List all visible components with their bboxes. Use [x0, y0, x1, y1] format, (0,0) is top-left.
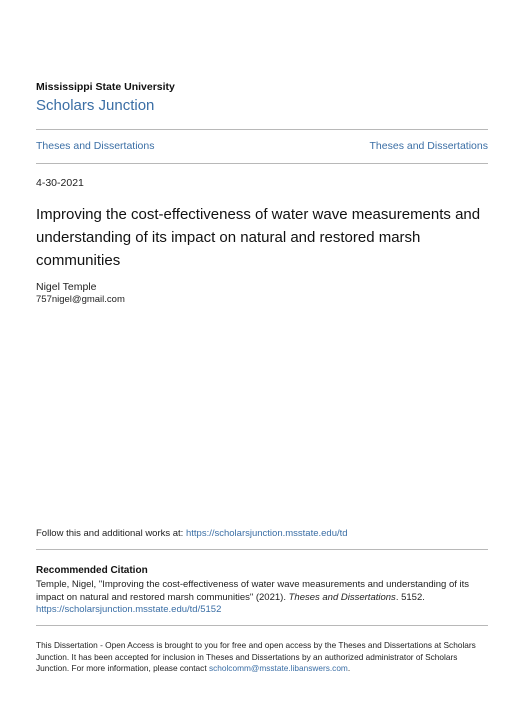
follow-text: Follow this and additional works at: [36, 528, 186, 539]
access-statement-end: . [347, 663, 351, 673]
citation-text: Temple, Nigel, "Improving the cost-effectiveness of water wave measurements and understanding of its impact on natural and restored marsh communities" (2021). [36, 579, 470, 603]
follow-line [36, 528, 348, 539]
citation-link[interactable]: https://scholarsjunction.msstate.edu/td/5152 [36, 604, 222, 615]
access-statement-text: This Dissertation - Open Access is brought to you for free and open access by the Theses and Dissertations at Scholars Junction. It has been accepted for inclusion in Theses and Dissertations by an authorized administrator of Scholars Junction. For more information, please contact [36, 640, 476, 673]
document-title: Improving the cost-effectiveness of water wave measurements and understanding of its impact on natural and restored marsh communities [36, 206, 481, 269]
citation-block [36, 579, 488, 617]
publication-date: 4-30-2021 [36, 177, 84, 189]
citation-number: . 5152. [395, 591, 425, 603]
recommended-citation-heading: Recommended Citation [36, 565, 148, 576]
contact-email-link[interactable]: scholcomm@msstate.libanswers.com [208, 663, 348, 673]
divider [36, 163, 488, 164]
repository-name-link[interactable]: Scholars Junction [36, 97, 155, 114]
collection-link-right[interactable]: Theses and Dissertations [369, 140, 488, 152]
follow-link[interactable]: https://scholarsjunction.msstate.edu/td [185, 528, 348, 539]
access-statement [36, 640, 491, 675]
divider [36, 549, 488, 550]
university-name: Mississippi State University [36, 81, 175, 93]
divider [36, 129, 488, 130]
author-name: Nigel Temple [36, 281, 97, 293]
citation-series: Theses and Dissertations [288, 591, 396, 603]
divider [36, 625, 488, 626]
collection-link-left[interactable]: Theses and Dissertations [36, 140, 155, 152]
author-email: 757nigel@gmail.com [36, 294, 125, 305]
